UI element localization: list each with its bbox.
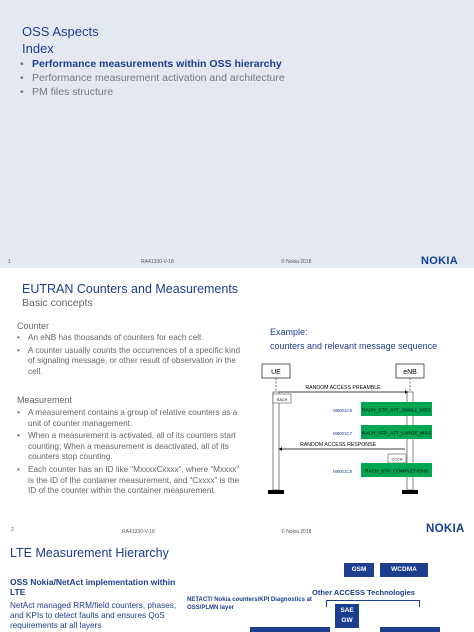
nokia-logo: NOKIA <box>421 255 458 267</box>
enb-terminator <box>402 490 418 494</box>
counter-name-c7: RACH_STP_ATT_LARGE_MSG <box>361 431 432 437</box>
slide2-copyright: © Nokia 2018 <box>281 529 312 535</box>
oss-implementation-heading: OSS Nokia/NetAct implementation within LTE <box>10 577 176 597</box>
nokia-logo: NOKIA <box>426 523 465 535</box>
ccch-label: CCCH <box>391 457 403 462</box>
msg-random-access-response: RANDOM ACCESS RESPONSE <box>300 442 376 448</box>
example-label: Example: <box>270 327 308 337</box>
ue-activation-bar <box>273 392 279 490</box>
measurement-list <box>17 408 245 499</box>
measurement-item: • When a measurement is activated, all of its counters start counting; When a measurement is deactivated, all of its counters stop counting. <box>17 431 245 463</box>
msg-random-access-preamble: RANDOM ACCESS PREAMBLE <box>305 385 381 391</box>
counter-item: • A counter usually counts the occurrences of a specific kind of signaling message, or other result of observation in the cell. <box>17 346 245 378</box>
network-bar <box>380 627 440 632</box>
slide1-page-number: 1 <box>8 259 11 265</box>
enb-label: eNB <box>403 369 417 376</box>
counter-id-c6: M8001C6 <box>333 408 353 413</box>
slide-1 <box>0 0 474 268</box>
counter-id-c8: M8001C8 <box>333 469 353 474</box>
ue-label: UE <box>271 369 281 376</box>
slide-3 <box>0 541 474 632</box>
counter-item: • An eNB has thousands of counters for each cell. <box>17 333 245 344</box>
counter-id-c7: M8001C7 <box>333 431 353 436</box>
measurement-heading: Measurement <box>17 395 73 405</box>
slide1-subtitle: Index <box>22 41 54 56</box>
slide2-page-number: 2 <box>11 527 14 533</box>
slide1-title: OSS Aspects <box>22 24 99 39</box>
slide2-doc-code: RA41330-V-18 <box>122 529 155 535</box>
access-tech-bracket <box>326 600 420 607</box>
netact-diagnostics-label: NETACT/ Nokia counters/KPI Diagnostics at OSS/PLMN layer <box>187 597 312 611</box>
network-bar <box>250 627 330 632</box>
index-item-pm-files: • PM files structure <box>20 85 285 99</box>
oss-implementation-body: NetAct managed RRM/field counters, phases, and KPIs to detect faults and ensures QoS requirements at all layers <box>10 601 177 630</box>
slide2-title: EUTRAN Counters and Measurements <box>22 282 239 296</box>
counter-list <box>17 333 245 379</box>
slide1-copyright: © Nokia 2018 <box>281 259 312 265</box>
counter-name-c6: RACH_STP_ATT_SMALL_MSG <box>362 408 431 414</box>
counter-heading: Counter <box>17 321 50 331</box>
message-sequence-diagram <box>258 362 458 502</box>
counter-name-c8: RACH_STP_COMPLETIONS <box>364 469 429 475</box>
index-item-performance: • Performance measurements within OSS hierarchy <box>20 57 285 71</box>
measurement-item: • Each counter has an ID like “MxxxxCxxxx”, where “Mxxxx” is the ID of the container measurement, and “Cxxxx” is the ID of the counter within the container measurement. <box>17 465 245 497</box>
slide3-title: LTE Measurement Hierarchy <box>10 546 169 560</box>
rach-label: RACH <box>276 398 288 402</box>
other-access-tech-label: Other ACCESS Technologies <box>312 588 415 597</box>
wcdma-box: WCDMA <box>380 563 428 577</box>
gsm-box: GSM <box>344 563 374 577</box>
measurement-item: • A measurement contains a group of relative counters as a unit of counter management. <box>17 408 245 429</box>
ue-terminator <box>268 490 284 494</box>
example-caption: counters and relevant message sequence <box>270 341 438 351</box>
index-item-activation: • Performance measurement activation and architecture <box>20 71 285 85</box>
index-list <box>20 57 285 99</box>
sae-gw-box: SAE GW <box>335 604 359 628</box>
slide-2 <box>0 270 474 540</box>
slide2-subtitle: Basic concepts <box>22 297 93 309</box>
slide1-doc-code: RA41330-V-18 <box>141 259 174 265</box>
